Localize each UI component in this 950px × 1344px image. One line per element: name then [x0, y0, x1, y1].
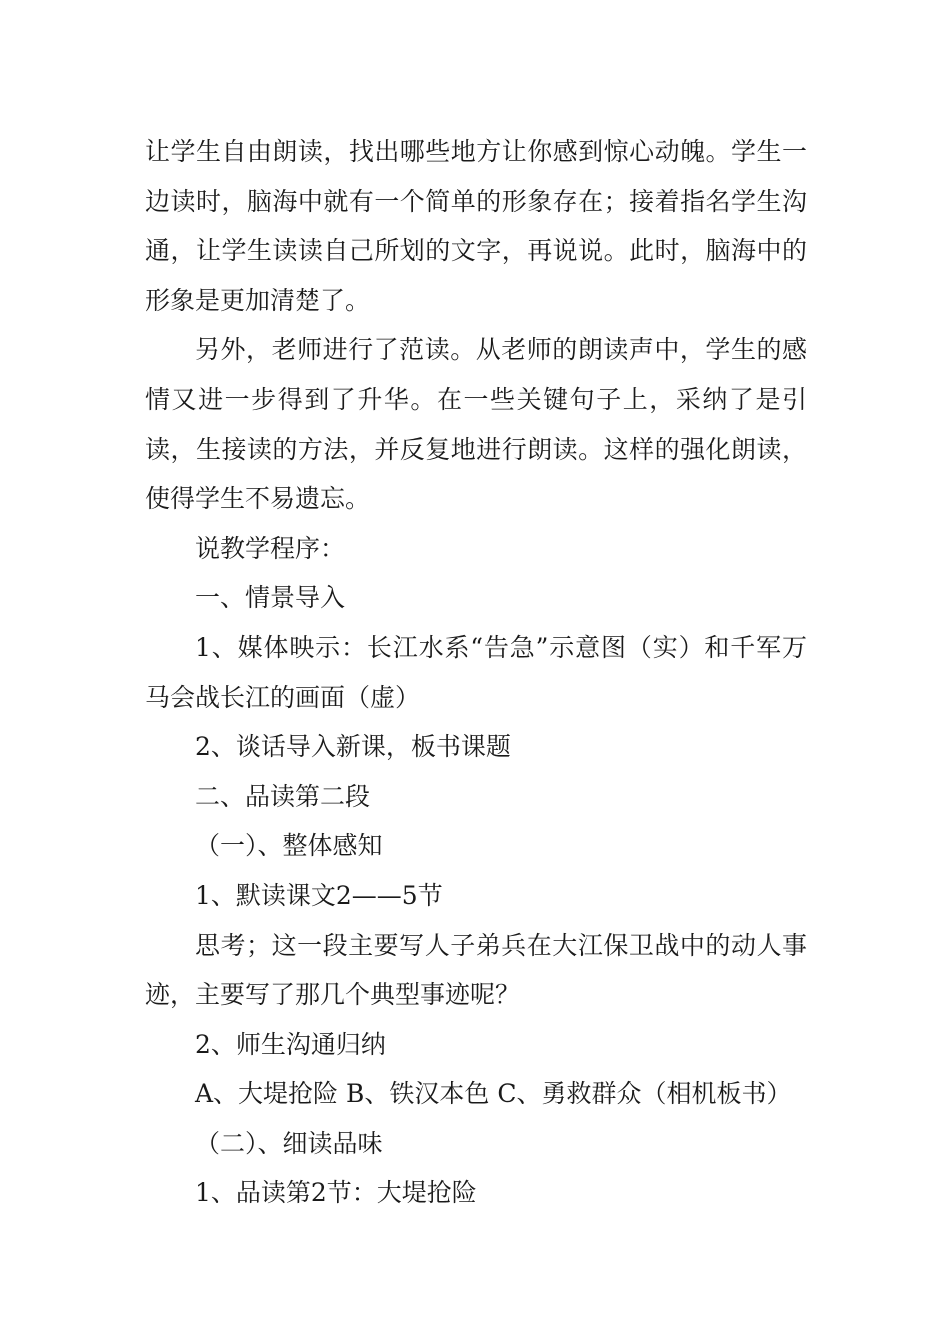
paragraph: 1、品读第2节：大堤抢险	[195, 1178, 477, 1208]
paragraph: A、大堤抢险 B、铁汉本色 C、勇救群众（相机板书）	[195, 1079, 792, 1109]
section-heading: 一、情景导入	[195, 583, 346, 613]
paragraph: 让学生自由朗读，找出哪些地方让你感到惊心动魄。学生一边读时，脑海中就有一个简单的形象存在；接着指名学生沟通，让学生读读自己所划的文字，再说说。此时，脑海中的形象是更加清楚了。	[145, 137, 807, 315]
subsection-heading: （二）、细读品味	[195, 1128, 383, 1158]
paragraph: 2、谈话导入新课，板书课题	[195, 732, 511, 762]
paragraph: 说教学程序：	[195, 533, 346, 563]
paragraph: 1、媒体映示：长江水系“告急”示意图（实）和千军万马会战长江的画面（虚）	[145, 632, 807, 712]
document-body	[145, 127, 807, 1218]
paragraph: 另外，老师进行了范读。从老师的朗读声中，学生的感情又进一步得到了升华。在一些关键句子上，采纳了是引读，生接读的方法，并反复地进行朗读。这样的强化朗读，使得学生不易遗忘。	[145, 335, 807, 514]
section-heading: 二、品读第二段	[195, 781, 371, 811]
paragraph: 2、师生沟通归纳	[195, 1029, 386, 1059]
paragraph: 1、默读课文2——5节	[195, 880, 443, 910]
subsection-heading: （一）、整体感知	[195, 831, 383, 861]
paragraph: 思考；这一段主要写人子弟兵在大江保卫战中的动人事迹，主要写了那几个典型事迹呢？	[145, 930, 807, 1010]
